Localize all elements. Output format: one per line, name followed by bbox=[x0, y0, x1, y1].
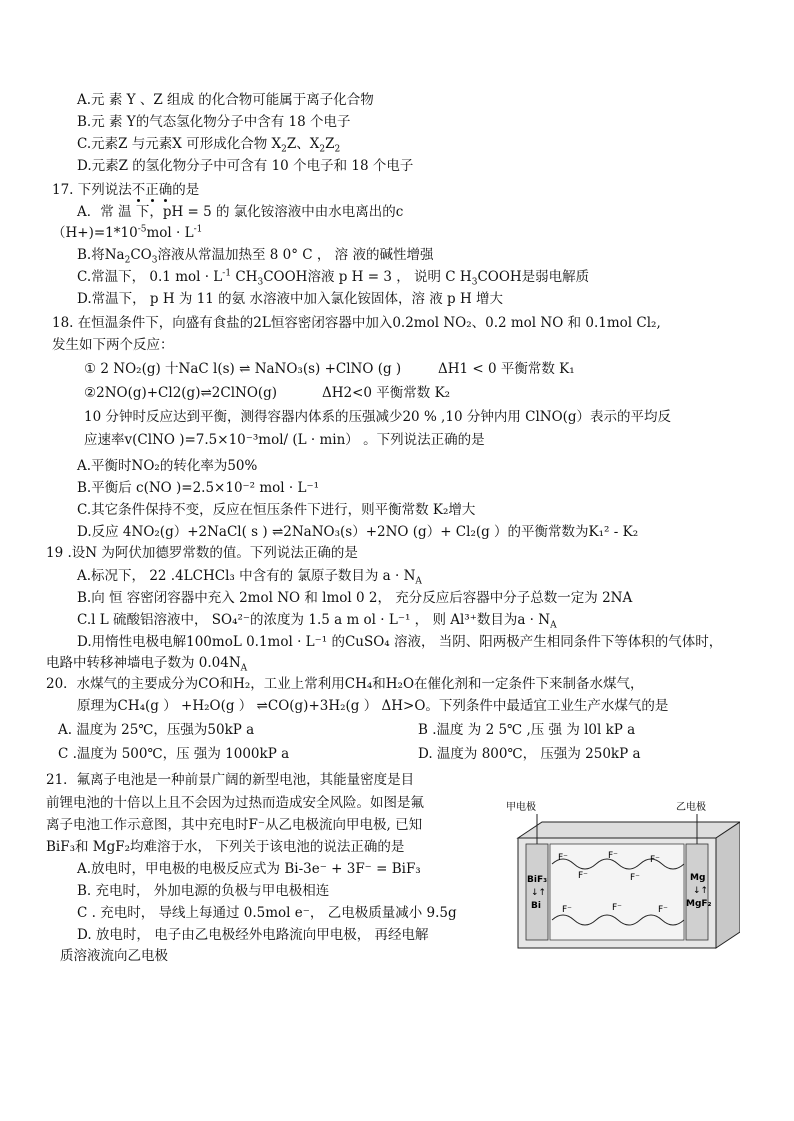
ion-label-1: F⁻ bbox=[558, 853, 568, 863]
bif3-label: BiF₃ bbox=[527, 875, 548, 885]
right-electrode-label: 乙电极 bbox=[676, 802, 706, 813]
bi-label: Bi bbox=[531, 901, 541, 911]
ion-label-6: F⁻ bbox=[562, 905, 572, 915]
q21-option-d-line2: 质溶液流向乙电极 bbox=[60, 948, 168, 964]
q20-option-d: D. 温度为 800℃， 压强为 250kP a bbox=[418, 746, 641, 762]
q17-option-b: B.将$Na_2CO_3$溶液从常温加热至 8 0° C ， 溶 液的碱性增强 bbox=[77, 247, 434, 266]
q21-option-c: C . 充电时， 导线上每通过 0.5mol e⁻， 乙电极质量减小 9.5g bbox=[77, 905, 457, 921]
q18-option-b: B.平衡后 c(NO )=2.5×10⁻² mol · L⁻¹ bbox=[77, 480, 319, 496]
q20-stem-line1: 20．水煤气的主要成分为CO和H₂，工业上常利用CH₄和H₂O在催化剂和一定条件下来制备水煤气， bbox=[46, 676, 644, 692]
q17-option-d: D.常温下， p H 为 11 的氨 水溶液中加入氯化铵固体，溶 液 p H 增大 bbox=[77, 291, 504, 307]
q17-option-c: C.常温下， 0.1 mol · $L^{-1}$ $CH_3COOH$溶液 p H = 3 ， 说明 C $H_3COOH$是弱电解质 bbox=[77, 268, 590, 288]
q19-option-d-line1: D.用惰性电极电解100moL 0.1mol · L⁻¹ 的CuSO₄ 溶液， 当阴、阳两极产生相同条件下等体积的气体时， bbox=[77, 634, 723, 650]
left-arrow: ↓↑ bbox=[531, 888, 547, 898]
q17-option-a-line1: A．常 温 下，pH = 5 的 氯化铵溶液中由水电离出的c bbox=[77, 204, 404, 220]
q18-stem-line2: 发生如下两个反应： bbox=[52, 337, 174, 353]
ion-label-2: F⁻ bbox=[608, 851, 618, 861]
q16-option-c: C.元素Z 与元素X 可形成化合物 $X_2Z$、$X_2Z_2$ bbox=[77, 136, 341, 155]
right-arrow: ↓↑ bbox=[693, 886, 709, 896]
q17-stem: 17. 下列说法不正确的是 bbox=[52, 182, 200, 198]
q18-reaction-1: ① 2 NO₂(g) 十NaC l(s) ⇌ NaNO₃(s) +ClNO (g ) bbox=[84, 361, 402, 377]
mg-label: Mg bbox=[690, 873, 706, 883]
ion-label-3: F⁻ bbox=[650, 855, 660, 865]
q19-option-a: A.标况下， 22 .4LCHCl₃ 中含有的 氯原子数目为 $a \cdot N_A$ bbox=[77, 568, 422, 587]
q18-reaction-1-enthalpy: ΔH1 < 0 平衡常数 K₁ bbox=[438, 361, 575, 377]
q17-option-a-line2: $(H+)=1*10^{-5}mol \cdot L^{-1}$ bbox=[52, 224, 203, 241]
q20-option-b: B .温度 为 2 5℃ ,压 强 为 l0l kP a bbox=[418, 722, 636, 738]
battery-right-face bbox=[716, 822, 740, 948]
ion-label-4: F⁻ bbox=[578, 871, 588, 881]
ion-label-7: F⁻ bbox=[612, 903, 622, 913]
mgf2-label: MgF₂ bbox=[686, 899, 712, 909]
q20-option-a: A. 温度为 25℃，压强为50kP a bbox=[58, 722, 255, 738]
q16-option-a: A.元 素 Y 、Z 组成 的化合物可能属于离子化合物 bbox=[77, 92, 374, 108]
q19-option-c: C.l L 硫酸铝溶液中， SO₄²⁻的浓度为 1.5 a m ol · L⁻¹ ， 则 Al³⁺数目为$a \cdot N_A$ bbox=[77, 612, 557, 631]
q16-option-b: B.元 素 Y的气态氢化物分子中含有 18 个电子 bbox=[77, 114, 351, 130]
q18-option-a: A.平衡时NO₂的转化率为50% bbox=[77, 458, 258, 474]
q21-option-b: B. 充电时， 外加电源的负极与甲电极相连 bbox=[77, 883, 330, 899]
q21-stem-line2: 前锂电池的十倍以上且不会因为过热而造成安全风险。如图是氟 bbox=[46, 795, 424, 811]
left-electrode-label: 甲电极 bbox=[506, 802, 536, 813]
q18-option-d: D.反应 4NO₂(g）+2NaCl( s ) ⇌2NaNO₃(s）+2NO (g）+ Cl₂(g ）的平衡常数为K₁² - K₂ bbox=[77, 524, 639, 540]
q20-stem-line2: 原理为CH₄(g ） +H₂O(g ） ⇌CO(g)+3H₂(g ） ΔH>O。下列条件中最适宜工业生产水煤气的是 bbox=[77, 698, 669, 714]
q19-option-b: B.向 恒 容密闭容器中充入 2mol NO 和 lmol 0 2， 充分反应后容器中分子总数一定为 2NA bbox=[77, 590, 633, 606]
q19-stem: 19 .设N 为阿伏加德罗常数的值。下列说法正确的是 bbox=[46, 545, 358, 561]
q21-stem-line4: BiF₃和 MgF₂均难溶于水， 下列关于该电池的说法正确的是 bbox=[46, 839, 405, 855]
q21-option-d-line1: D. 放电时， 电子由乙电极经外电路流向甲电极， 再经电解 bbox=[77, 927, 429, 943]
q18-reaction-2-enthalpy: ΔH2<0 平衡常数 K₂ bbox=[322, 385, 451, 401]
battery-top-face bbox=[518, 822, 740, 838]
q20-option-c: C .温度为 500℃，压 强为 1000kP a bbox=[58, 746, 290, 762]
q18-stem-line1: 18. 在恒温条件下，向盛有食盐的2L恒容密闭容器中加入0.2mol NO₂、0.2 mol NO 和 0.1mol Cl₂, bbox=[52, 315, 661, 331]
q18-stem-line3: 10 分钟时反应达到平衡，测得容器内体系的压强减少20 % ,10 分钟内用 ClNO(g）表示的平均反 bbox=[84, 409, 672, 425]
q21-option-a: A.放电时，甲电极的电极反应式为 Bi-3e⁻ + 3F⁻ = BiF₃ bbox=[77, 861, 421, 877]
q18-reaction-2: ②2NO(g)+Cl2(g)⇌2ClNO(g) bbox=[84, 385, 278, 401]
q18-option-c: C.其它条件保持不变，反应在恒压条件下进行，则平衡常数 K₂增大 bbox=[77, 502, 476, 518]
ion-label-5: F⁻ bbox=[630, 873, 640, 883]
q21-stem-line1: 21．氟离子电池是一种前景广阔的新型电池，其能量密度是目 bbox=[46, 772, 415, 788]
q21-stem-line3: 离子电池工作示意图，其中充电时F⁻从乙电极流向甲电极, 已知 bbox=[46, 817, 423, 833]
battery-diagram bbox=[500, 800, 740, 958]
q16-option-d: D.元素Z 的氢化物分子中可含有 10 个电子和 18 个电子 bbox=[77, 158, 414, 174]
q19-option-d-line2: 电路中转移神墙电子数为 $0.04N_A$ bbox=[46, 655, 248, 674]
ion-label-8: F⁻ bbox=[658, 905, 668, 915]
q18-stem-line4: 应速率v(ClNO )=7.5×10⁻³mol/ (L · min） 。下列说法正确的是 bbox=[84, 432, 485, 448]
